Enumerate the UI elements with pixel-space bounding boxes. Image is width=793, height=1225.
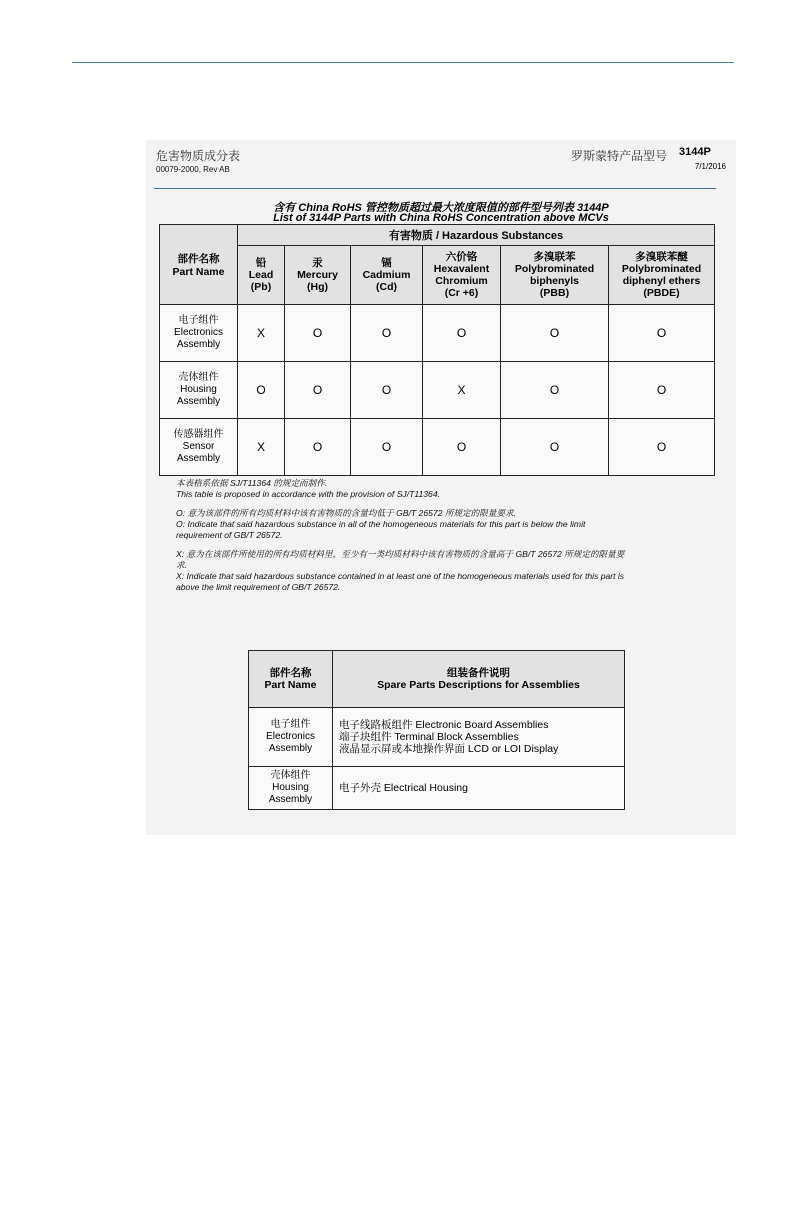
document-date: 7/1/2016 — [694, 162, 726, 171]
spare-description-cell: 电子线路板组件 Electronic Board Assemblies 端子块组件 Terminal Block Assemblies 液晶显示屏或本地操作界面 LCD or LOI Display — [333, 708, 625, 767]
table-title-cn: 含有 China RoHS 管控物质超过最大浓度限值的部件型号列表 3144P — [273, 202, 609, 214]
mark-cell: X — [423, 362, 501, 419]
note-o-definition: O: 意为该部件的所有均质材料中该有害物质的含量均低于 GB/T 26572 所规定的限量要求. O: Indicate that said hazardous substance in all of the homogeneous materials for this part is below the limit requirement of GB/T 26572. — [176, 508, 586, 540]
spare-part-name-cell: 电子组件 Electronics Assembly — [249, 708, 333, 767]
mark-cell: X — [238, 419, 285, 476]
note-basis: 本表格系依据 SJ/T11364 的规定而制作. This table is proposed in accordance with the provision of SJ/T11364. — [176, 478, 441, 499]
mark-cell: O — [609, 419, 715, 476]
table-row — [160, 305, 715, 362]
part-name-cell: 壳体组件 Housing Assembly — [160, 362, 238, 419]
mark-cell: O — [501, 362, 609, 419]
mark-cell: O — [351, 419, 423, 476]
table-row — [160, 419, 715, 476]
substance-header-pbde: 多溴联苯醚 Polybrominated diphenyl ethers (PBDE) — [609, 246, 715, 305]
mark-cell: O — [351, 305, 423, 362]
part-name-cell: 电子组件 Electronics Assembly — [160, 305, 238, 362]
spare-part-name-header: 部件名称 Part Name — [249, 651, 333, 708]
mark-cell: O — [423, 419, 501, 476]
mark-cell: O — [501, 419, 609, 476]
document-code: 00079-2000, Rev AB — [156, 165, 230, 174]
part-name-cell: 传感器组件 Sensor Assembly — [160, 419, 238, 476]
spare-description-cell: 电子外壳 Electrical Housing — [333, 767, 625, 810]
header-right-title: 罗斯蒙特产品型号 — [571, 149, 668, 163]
part-name-header: 部件名称 Part Name — [160, 225, 238, 305]
header-left-title: 危害物质成分表 — [156, 149, 241, 163]
header-rule — [154, 188, 716, 189]
mark-cell: O — [285, 362, 351, 419]
table-row — [249, 767, 625, 810]
table-row — [160, 362, 715, 419]
substance-header-mercury: 汞 Mercury (Hg) — [285, 246, 351, 305]
product-model: 3144P — [679, 146, 711, 158]
table-notes — [176, 478, 716, 601]
mark-cell: O — [285, 419, 351, 476]
mark-cell: O — [501, 305, 609, 362]
page-top-rule — [72, 62, 734, 63]
rohs-document-scan — [146, 140, 736, 835]
note-x-definition: X: 意为在该部件所使用的所有均质材料里，至少有一类均质材料中该有害物质的含量高于 GB/T 26572 所规定的限量要 求. X: Indicate that said hazardous substance contained in at least one of the homogeneous materials used for this part is above the limit requirement of GB/T 26572. — [176, 549, 625, 592]
hazardous-substances-header: 有害物质 / Hazardous Substances — [238, 225, 715, 246]
mark-cell: O — [609, 362, 715, 419]
mark-cell: O — [609, 305, 715, 362]
spare-part-name-cell: 壳体组件 Housing Assembly — [249, 767, 333, 810]
spare-parts-table — [248, 650, 625, 810]
mark-cell: O — [238, 362, 285, 419]
mark-cell: O — [351, 362, 423, 419]
substance-header-cadmium: 镉 Cadmium (Cd) — [351, 246, 423, 305]
mark-cell: O — [285, 305, 351, 362]
hazardous-substances-table — [159, 224, 715, 476]
mark-cell: X — [238, 305, 285, 362]
substance-header-chromium: 六价铬 Hexavalent Chromium (Cr +6) — [423, 246, 501, 305]
substance-header-lead: 铅 Lead (Pb) — [238, 246, 285, 305]
substance-header-pbb: 多溴联苯 Polybrominated biphenyls (PBB) — [501, 246, 609, 305]
mark-cell: O — [423, 305, 501, 362]
spare-description-header: 组装备件说明 Spare Parts Descriptions for Assemblies — [333, 651, 625, 708]
table-row — [249, 708, 625, 767]
table-title-en: List of 3144P Parts with China RoHS Concentration above MCVs — [273, 212, 609, 224]
